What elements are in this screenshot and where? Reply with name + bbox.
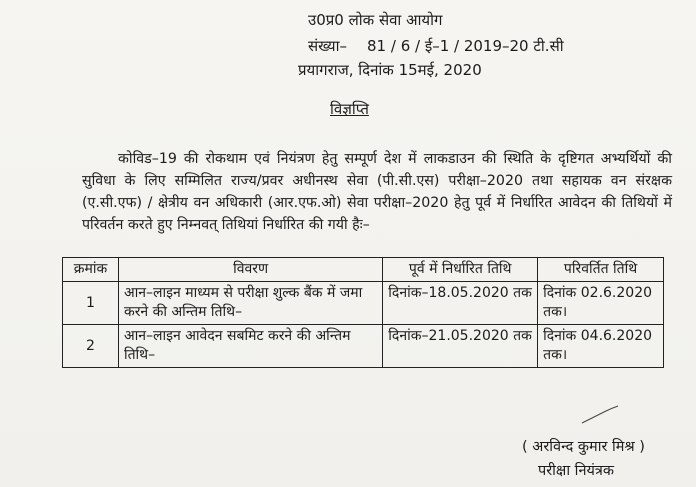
schedule-table	[62, 257, 664, 368]
row-revised-date: दिनांक 04.6.2020 तक।	[538, 325, 664, 368]
header-serial: क्रमांक	[63, 258, 119, 282]
row-previous-date: दिनांक–21.05.2020 तक	[383, 325, 538, 368]
table-header-row	[63, 258, 664, 282]
reference-label: संख्या–	[308, 37, 348, 55]
header-revised-date: परिवर्तित तिथि	[538, 258, 664, 282]
notice-title: विज्ञप्ति	[330, 100, 369, 118]
row-serial: 1	[63, 282, 119, 325]
table-row	[63, 282, 664, 325]
row-description: आन–लाइन आवेदन सबमिट करने की अन्तिम तिथि–	[118, 325, 382, 368]
reference-number: 81 / 6 / ई–1 / 2019–20 टी.सी	[367, 37, 564, 55]
organization-name: उ0प्र0 लोक सेवा आयोग	[308, 11, 443, 29]
signatory-name: ( अरविन्द कुमार मिश्र )	[522, 439, 645, 455]
row-revised-date: दिनांक 02.6.2020 तक।	[538, 282, 664, 325]
reference-line	[308, 36, 564, 56]
row-description: आन–लाइन माध्यम से परीक्षा शुल्क बैंक में जमा करने की अन्तिम तिथि–	[118, 282, 382, 325]
body-paragraph: कोविड–19 की रोकथाम एवं नियंत्रण हेतु सम्पूर्ण देश में लाकडाउन की स्थिति के दृष्टिगत अभ्यर्थियों की सुविधा के लिए सम्मिलित राज्य/प्रवर अधीनस्थ सेवा (पी.सी.एस) परीक्षा–2020 तथा सहायक वन संरक्षक (ए.सी.एफ) / क्षेत्रीय वन अधिकारी (आर.एफ.ओ) सेवा परीक्षा–2020 हेतु पूर्व में निर्धारित आवेदन की तिथियों में परिवर्तन करते हुए निम्नवत् तिथियां निर्धारित की गयी हैः–	[82, 151, 672, 233]
row-previous-date: दिनांक–18.05.2020 तक	[383, 282, 538, 325]
place-date: प्रयागराज, दिनांक 15मई, 2020	[298, 61, 482, 79]
signatory-designation: परीक्षा नियंत्रक	[538, 463, 615, 479]
header-previous-date: पूर्व में निर्धारित तिथि	[383, 258, 538, 282]
row-serial: 2	[63, 325, 119, 368]
signature-stroke	[580, 405, 620, 425]
header-description: विवरण	[118, 258, 382, 282]
table-row	[63, 325, 664, 368]
